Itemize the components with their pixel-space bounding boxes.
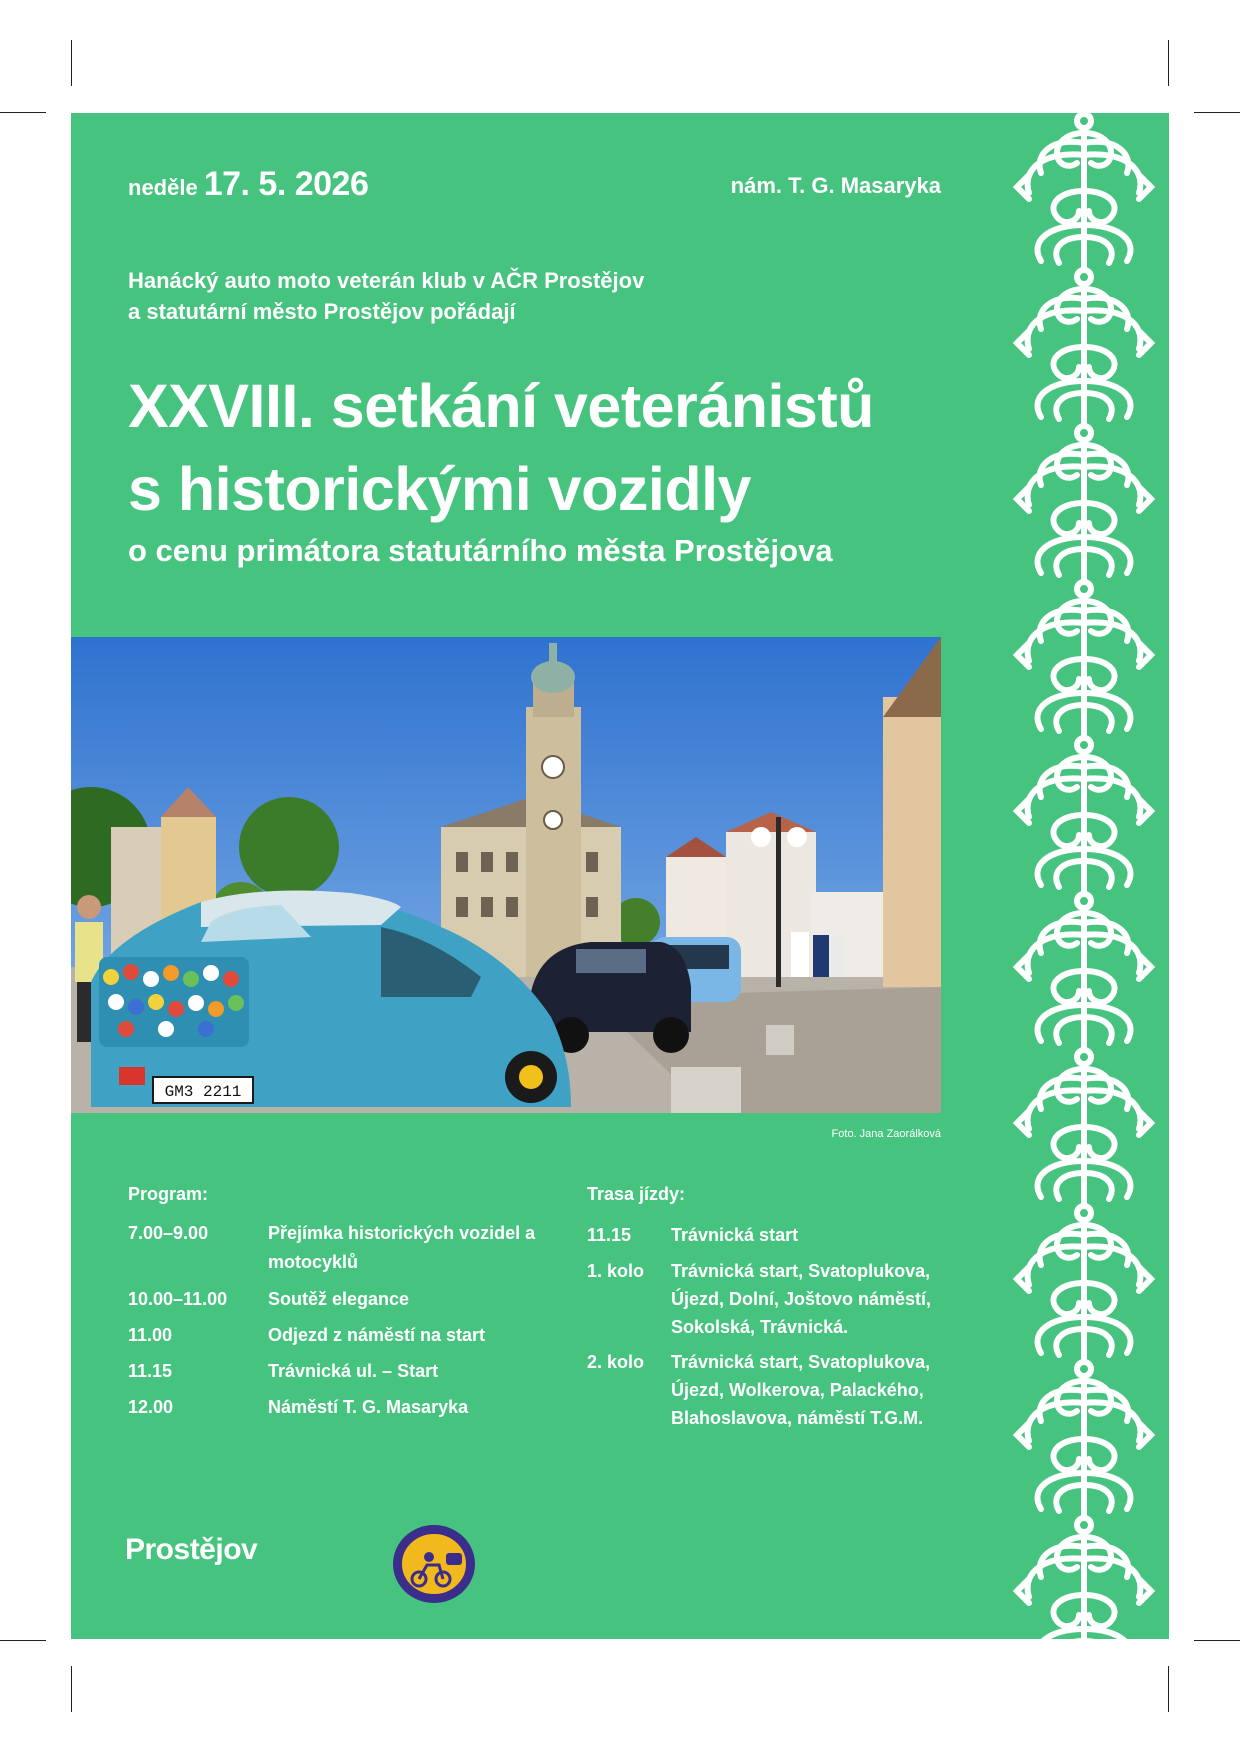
crop-mark <box>71 1666 72 1712</box>
route-lap: 1. kolo <box>587 1261 645 1281</box>
event-day: neděle <box>128 175 198 200</box>
program-desc: Náměstí T. G. Masaryka <box>268 1397 469 1417</box>
square-with-vintage-cars-image <box>71 637 941 1113</box>
program-time: 7.00–9.00 <box>128 1223 209 1243</box>
program-desc: Přejímka historických vozidel a motocyklů <box>268 1223 536 1272</box>
program-time: 12.00 <box>128 1397 174 1417</box>
crop-mark <box>1194 1640 1240 1641</box>
organizers-line: a statutární město Prostějov pořádají <box>128 299 516 324</box>
program-time: 10.00–11.00 <box>128 1289 228 1309</box>
event-title <box>128 365 874 531</box>
city-logo: Prostějov <box>125 1533 258 1566</box>
crop-mark <box>1194 112 1240 113</box>
event-place: nám. T. G. Masaryka <box>730 173 941 198</box>
program-time: 11.15 <box>128 1361 173 1381</box>
crop-mark <box>0 112 46 113</box>
crop-mark <box>0 1640 46 1641</box>
route-desc: Trávnická start, Svatoplukova, Újezd, Wolkerova, Palackého, Blahoslavova, náměstí T.G.M. <box>671 1352 931 1428</box>
program-heading: Program: <box>128 1184 209 1204</box>
poster <box>71 113 1169 1639</box>
license-plate: GM3 2211 <box>164 1083 242 1101</box>
route-heading: Trasa jízdy: <box>587 1184 686 1204</box>
organizers <box>128 265 644 327</box>
organizers-line: Hanácký auto moto veterán klub v AČR Prostějov <box>128 268 645 293</box>
program-desc: Odjezd z náměstí na start <box>268 1325 486 1345</box>
club-badge-icon <box>391 1523 477 1605</box>
event-title-line: s historickými vozidly <box>128 455 751 523</box>
program-desc: Trávnická ul. – Start <box>268 1361 439 1381</box>
route-lap: 11.15 <box>587 1225 632 1245</box>
event-title-line: XXVIII. setkání veteránistů <box>128 372 874 440</box>
route-desc: Trávnická start <box>671 1225 799 1245</box>
route-desc: Trávnická start, Svatoplukova, Újezd, Dolní, Joštovo náměstí, Sokolská, Trávnická. <box>671 1261 932 1337</box>
route-lap: 2. kolo <box>587 1352 645 1372</box>
event-photo <box>71 637 941 1113</box>
crop-mark <box>1168 40 1169 86</box>
event-date-value: 17. 5. 2026 <box>203 165 369 203</box>
crop-mark <box>1168 1666 1169 1712</box>
event-date <box>128 165 368 204</box>
crop-mark <box>71 40 72 86</box>
event-subtitle: o cenu primátora statutárního města Prostějova <box>128 533 833 568</box>
program-time: 11.00 <box>128 1325 173 1345</box>
folk-ornament-icon <box>999 113 1169 1639</box>
photo-credit: Foto. Jana Zaorálková <box>831 1128 941 1140</box>
program-desc: Soutěž elegance <box>268 1289 410 1309</box>
